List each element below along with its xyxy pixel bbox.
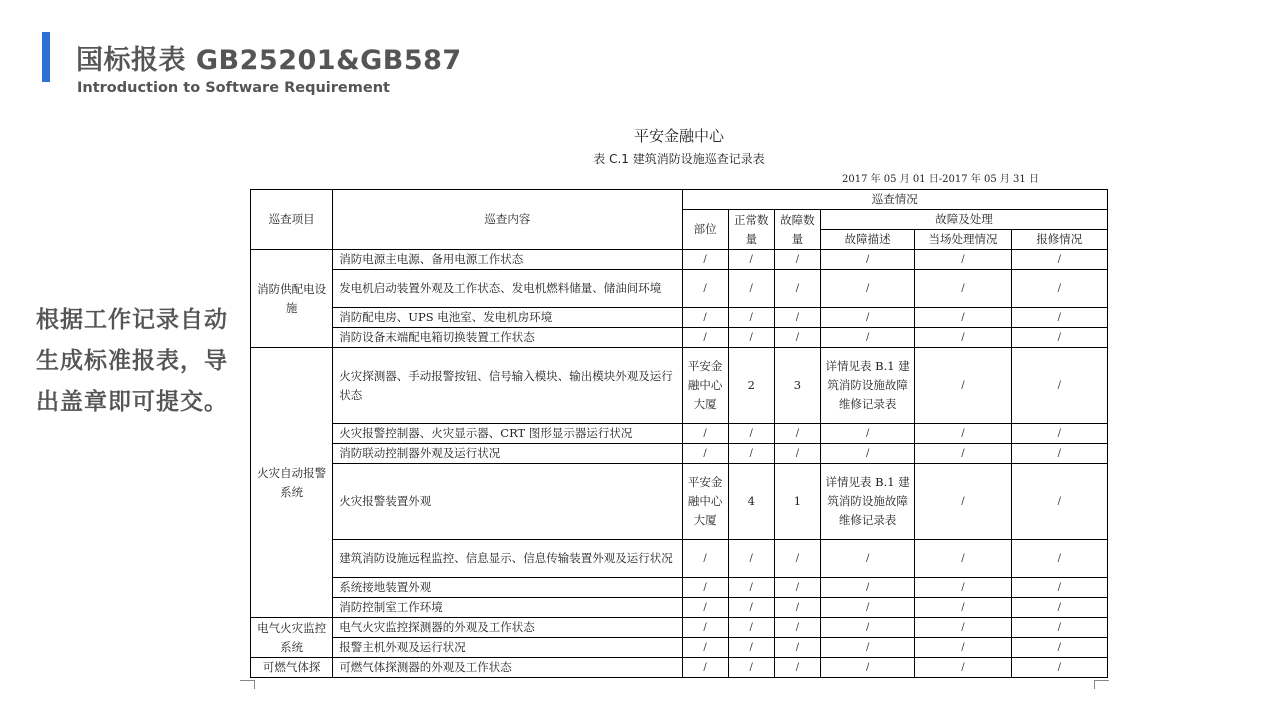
location-cell: / xyxy=(682,250,728,270)
location-cell: / xyxy=(682,328,728,348)
normal-count-cell: / xyxy=(728,250,774,270)
location-cell: / xyxy=(682,540,728,578)
page-title: 国标报表 GB25201&GB587 xyxy=(76,45,462,76)
fault-count-cell: / xyxy=(774,250,820,270)
fault-desc-cell: / xyxy=(820,598,914,618)
fault-desc-cell: / xyxy=(820,270,914,308)
normal-count-cell: / xyxy=(728,578,774,598)
normal-count-cell: / xyxy=(728,308,774,328)
onsite-cell: / xyxy=(915,618,1011,638)
report-cell: / xyxy=(1011,444,1107,464)
content-cell: 消防配电房、UPS 电池室、发电机房环境 xyxy=(333,308,682,328)
location-cell: / xyxy=(682,598,728,618)
fault-count-cell: / xyxy=(774,308,820,328)
onsite-cell: / xyxy=(915,250,1011,270)
table-row xyxy=(251,308,1108,328)
fault-desc-cell: / xyxy=(820,424,914,444)
header-item: 巡查项目 xyxy=(251,190,333,250)
location-cell: / xyxy=(682,270,728,308)
table-row xyxy=(251,638,1108,658)
fault-desc-cell: / xyxy=(820,638,914,658)
document-title: 平安金融中心 xyxy=(633,127,724,145)
normal-count-cell: / xyxy=(728,618,774,638)
fault-count-cell: / xyxy=(774,540,820,578)
onsite-cell: / xyxy=(915,348,1011,424)
header-fault-count: 故障数量 xyxy=(774,210,820,250)
header-fault-desc: 故障描述 xyxy=(820,230,914,250)
content-cell: 火灾探测器、手动报警按钮、信号输入模块、输出模块外观及运行状态 xyxy=(333,348,682,424)
table-row xyxy=(251,464,1108,540)
page-subtitle: Introduction to Software Requirement xyxy=(77,80,390,96)
fault-count-cell: / xyxy=(774,618,820,638)
fault-count-cell: / xyxy=(774,598,820,618)
report-cell: / xyxy=(1011,540,1107,578)
table-row xyxy=(251,348,1108,424)
location-cell: / xyxy=(682,424,728,444)
fault-count-cell: / xyxy=(774,578,820,598)
document-date-range: 2017 年 05 月 01 日-2017 年 05 月 31 日 xyxy=(842,174,1039,185)
fault-desc-cell: / xyxy=(820,540,914,578)
fault-count-cell: / xyxy=(774,658,820,678)
onsite-cell: / xyxy=(915,578,1011,598)
inspection-record-table xyxy=(250,189,1108,678)
onsite-cell: / xyxy=(915,598,1011,618)
location-cell: / xyxy=(682,444,728,464)
report-document xyxy=(250,124,1108,678)
header-onsite: 当场处理情况 xyxy=(915,230,1011,250)
fault-desc-cell: / xyxy=(820,618,914,638)
page-corner-mark-right xyxy=(1094,680,1109,689)
header-normal-count: 正常数量 xyxy=(728,210,774,250)
content-cell: 可燃气体探测器的外观及工作状态 xyxy=(333,658,682,678)
normal-count-cell: 2 xyxy=(728,348,774,424)
normal-count-cell: / xyxy=(728,270,774,308)
location-cell: / xyxy=(682,618,728,638)
report-cell: / xyxy=(1011,348,1107,424)
onsite-cell: / xyxy=(915,540,1011,578)
header-status: 巡查情况 xyxy=(682,190,1108,210)
onsite-cell: / xyxy=(915,270,1011,308)
document-subtitle: 表 C.1 建筑消防设施巡查记录表 xyxy=(593,152,765,166)
fault-count-cell: / xyxy=(774,270,820,308)
normal-count-cell: / xyxy=(728,424,774,444)
normal-count-cell: / xyxy=(728,598,774,618)
location-cell: / xyxy=(682,578,728,598)
title-accent-bar xyxy=(42,32,50,82)
group-name-cell: 消防供配电设施 xyxy=(251,250,333,348)
header-fault-handling: 故障及处理 xyxy=(820,210,1107,230)
content-cell: 消防设备末端配电箱切换装置工作状态 xyxy=(333,328,682,348)
content-cell: 电气火灾监控探测器的外观及工作状态 xyxy=(333,618,682,638)
table-row xyxy=(251,658,1108,678)
report-cell: / xyxy=(1011,618,1107,638)
location-cell: 平安金融中心大厦 xyxy=(682,464,728,540)
fault-desc-cell: 详情见表 B.1 建筑消防设施故障维修记录表 xyxy=(820,348,914,424)
page-corner-mark-left xyxy=(240,680,255,689)
normal-count-cell: 4 xyxy=(728,464,774,540)
fault-count-cell: / xyxy=(774,424,820,444)
table-row xyxy=(251,444,1108,464)
group-name-cell: 电气火灾监控系统 xyxy=(251,618,333,658)
content-cell: 消防控制室工作环境 xyxy=(333,598,682,618)
table-row xyxy=(251,328,1108,348)
record-body xyxy=(251,250,1108,678)
onsite-cell: / xyxy=(915,464,1011,540)
table-row xyxy=(251,618,1108,638)
table-row xyxy=(251,250,1108,270)
report-cell: / xyxy=(1011,658,1107,678)
location-cell: / xyxy=(682,658,728,678)
header-location: 部位 xyxy=(682,210,728,250)
fault-count-cell: / xyxy=(774,638,820,658)
content-cell: 建筑消防设施远程监控、信息显示、信息传输装置外观及运行状况 xyxy=(333,540,682,578)
report-cell: / xyxy=(1011,578,1107,598)
content-cell: 系统接地装置外观 xyxy=(333,578,682,598)
fault-desc-cell: / xyxy=(820,328,914,348)
report-cell: / xyxy=(1011,464,1107,540)
header-content: 巡查内容 xyxy=(333,190,682,250)
fault-count-cell: / xyxy=(774,328,820,348)
normal-count-cell: / xyxy=(728,638,774,658)
content-cell: 发电机启动装置外观及工作状态、发电机燃料储量、储油间环境 xyxy=(333,270,682,308)
fault-desc-cell: / xyxy=(820,444,914,464)
report-cell: / xyxy=(1011,328,1107,348)
onsite-cell: / xyxy=(915,308,1011,328)
normal-count-cell: / xyxy=(728,658,774,678)
table-row xyxy=(251,424,1108,444)
report-cell: / xyxy=(1011,308,1107,328)
group-name-cell: 火灾自动报警系统 xyxy=(251,348,333,618)
fault-count-cell: 1 xyxy=(774,464,820,540)
table-row xyxy=(251,270,1108,308)
table-row xyxy=(251,598,1108,618)
report-cell: / xyxy=(1011,250,1107,270)
header-report: 报修情况 xyxy=(1011,230,1107,250)
report-cell: / xyxy=(1011,598,1107,618)
fault-desc-cell: 详情见表 B.1 建筑消防设施故障维修记录表 xyxy=(820,464,914,540)
content-cell: 消防电源主电源、备用电源工作状态 xyxy=(333,250,682,270)
table-row xyxy=(251,540,1108,578)
location-cell: / xyxy=(682,308,728,328)
content-cell: 消防联动控制器外观及运行状况 xyxy=(333,444,682,464)
fault-count-cell: 3 xyxy=(774,348,820,424)
content-cell: 火灾报警控制器、火灾显示器、CRT 图形显示器运行状况 xyxy=(333,424,682,444)
location-cell: / xyxy=(682,638,728,658)
normal-count-cell: / xyxy=(728,540,774,578)
normal-count-cell: / xyxy=(728,328,774,348)
fault-desc-cell: / xyxy=(820,308,914,328)
onsite-cell: / xyxy=(915,328,1011,348)
report-cell: / xyxy=(1011,270,1107,308)
onsite-cell: / xyxy=(915,638,1011,658)
onsite-cell: / xyxy=(915,444,1011,464)
group-name-cell: 可燃气体探 xyxy=(251,658,333,678)
fault-desc-cell: / xyxy=(820,250,914,270)
table-row xyxy=(251,578,1108,598)
onsite-cell: / xyxy=(915,424,1011,444)
fault-count-cell: / xyxy=(774,444,820,464)
report-cell: / xyxy=(1011,424,1107,444)
normal-count-cell: / xyxy=(728,444,774,464)
onsite-cell: / xyxy=(915,658,1011,678)
fault-desc-cell: / xyxy=(820,658,914,678)
fault-desc-cell: / xyxy=(820,578,914,598)
location-cell: 平安金融中心大厦 xyxy=(682,348,728,424)
report-cell: / xyxy=(1011,638,1107,658)
content-cell: 火灾报警装置外观 xyxy=(333,464,682,540)
content-cell: 报警主机外观及运行状况 xyxy=(333,638,682,658)
side-description: 根据工作记录自动生成标准报表，导出盖章即可提交。 xyxy=(36,307,228,415)
